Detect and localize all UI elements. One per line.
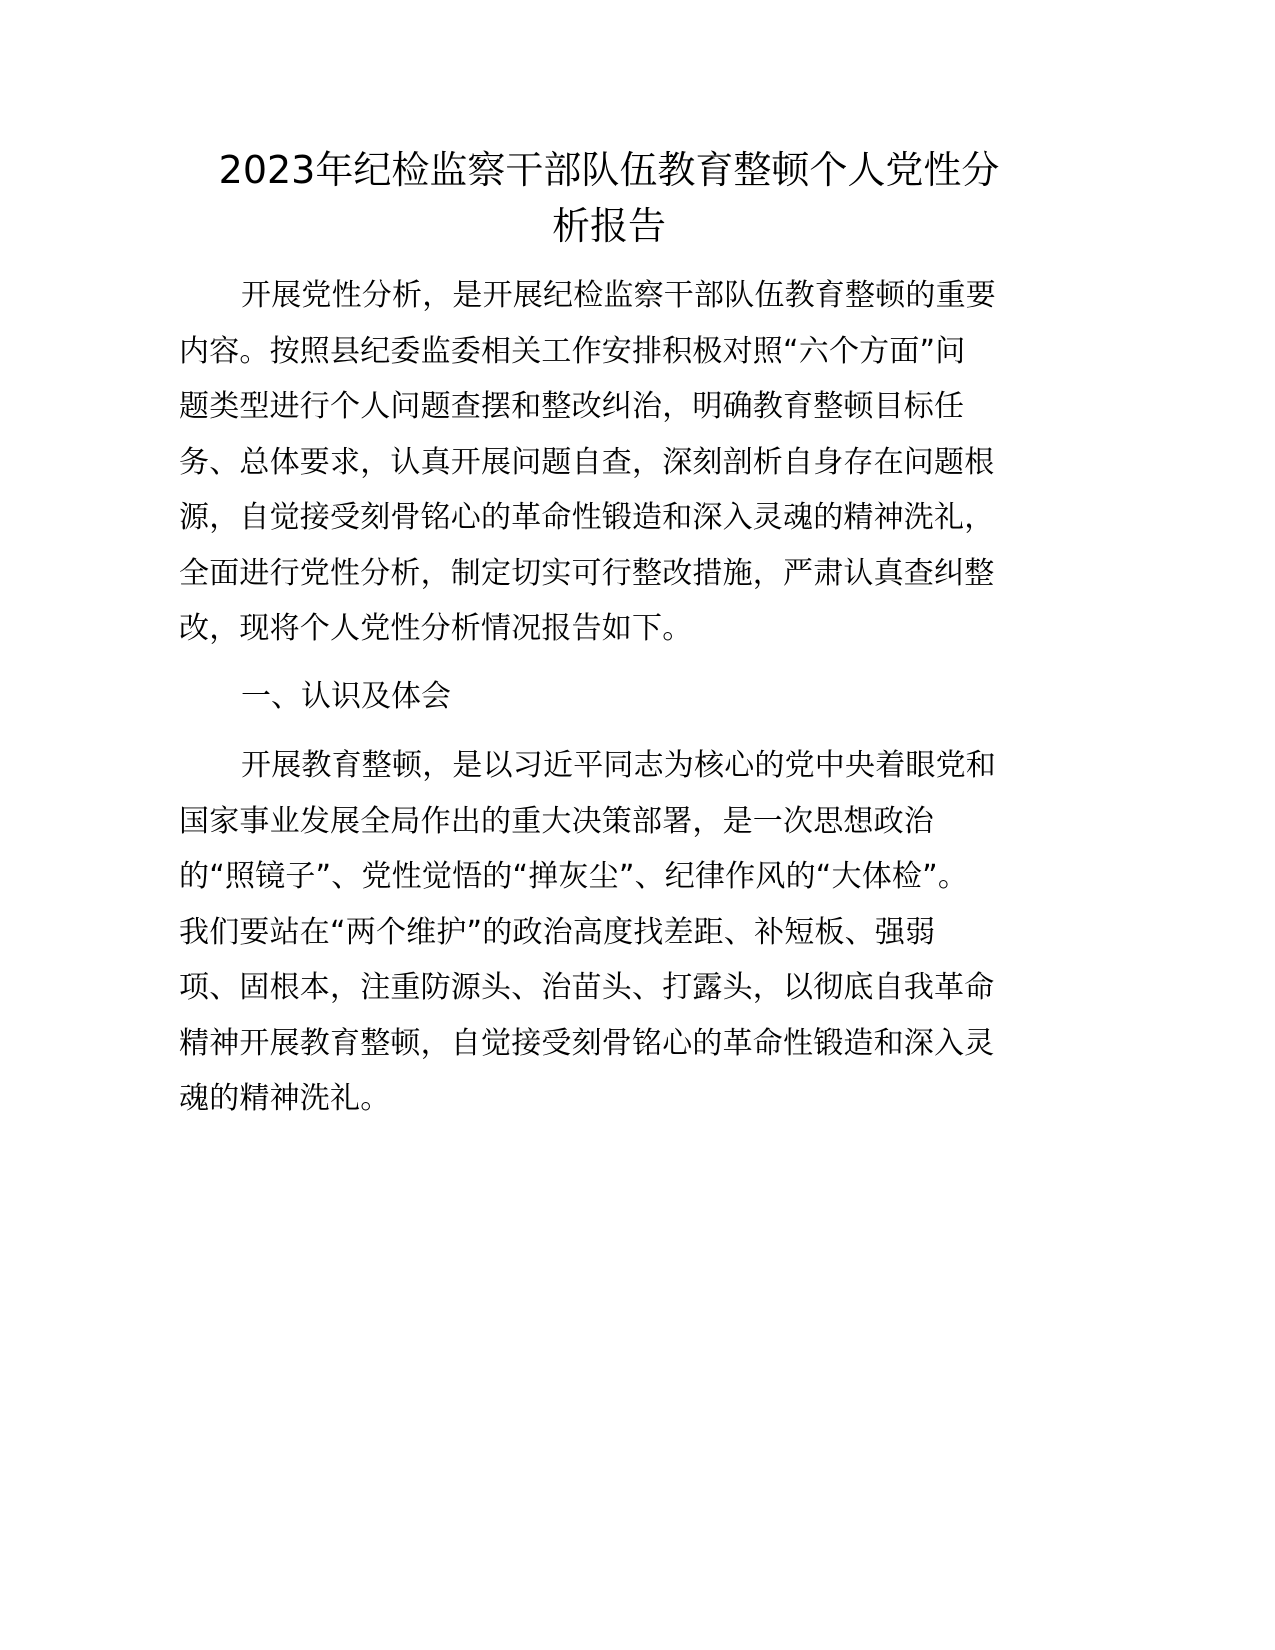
paragraph-line: 开展党性分析，是开展纪检监察干部队伍教育整顿的重要 xyxy=(241,278,996,313)
document-title xyxy=(179,0,1039,254)
paragraph-line: 源，自觉接受刻骨铭心的革命性锻造和深入灵魂的精神洗礼， xyxy=(179,500,995,535)
paragraph-line: 全面进行党性分析，制定切实可行整改措施，严肃认真查纠整 xyxy=(179,555,995,591)
document-page xyxy=(179,0,1039,1127)
paragraph-line: 改，现将个人党性分析情况报告如下。 xyxy=(179,611,693,646)
intro-paragraph xyxy=(179,268,1039,657)
title-line-1: 2023年纪检监察干部队伍教育整顿个人党性分 xyxy=(218,148,1000,192)
title-line-2: 析报告 xyxy=(551,204,666,248)
paragraph-line: 的“照镜子”、党性觉悟的“掸灰尘”、纪律作风的“大体检”。 xyxy=(179,859,969,894)
paragraph-line: 开展教育整顿，是以习近平同志为核心的党中央着眼党和 xyxy=(241,748,996,783)
paragraph-line: 精神开展教育整顿，自觉接受刻骨铭心的革命性锻造和深入灵 xyxy=(179,1025,995,1061)
paragraph-line: 魂的精神洗礼。 xyxy=(179,1081,391,1116)
paragraph-line: 国家事业发展全局作出的重大决策部署，是一次思想政治 xyxy=(179,803,934,839)
section-1-paragraph xyxy=(179,738,1039,1127)
paragraph-line: 项、固根本，注重防源头、治苗头、打露头，以彻底自我革命 xyxy=(179,970,995,1005)
paragraph-line: 题类型进行个人问题查摆和整改纠治，明确教育整顿目标任 xyxy=(179,389,965,424)
paragraph-line: 内容。按照县纪委监委相关工作安排积极对照“六个方面”问 xyxy=(179,333,966,369)
section-heading-1: 一、认识及体会 xyxy=(241,678,451,714)
paragraph-line: 务、总体要求，认真开展问题自查，深刻剖析自身存在问题根 xyxy=(179,444,995,480)
paragraph-line: 我们要站在“两个维护”的政治高度找差距、补短板、强弱 xyxy=(179,914,936,950)
